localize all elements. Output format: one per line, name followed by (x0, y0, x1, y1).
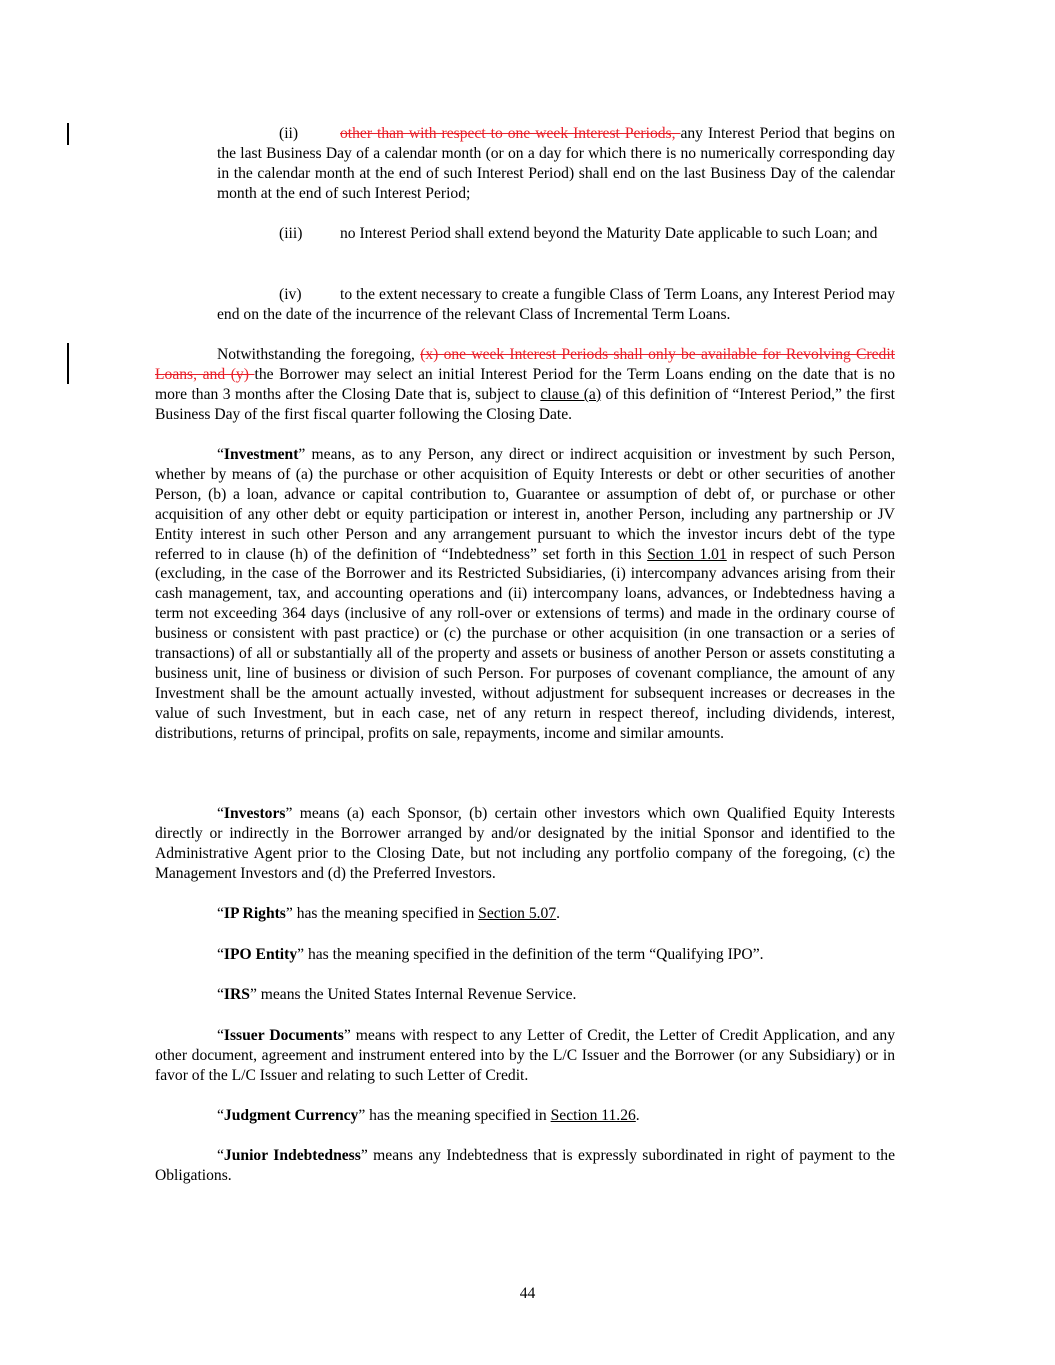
definition-text: ” means any Indebtedness that is expressly subordinated in right of payment to the Obligations. (155, 1147, 895, 1184)
open-quote: “ (217, 446, 224, 463)
change-bar-ii (67, 123, 69, 145)
change-bar-notwithstanding (67, 343, 69, 384)
open-quote: “ (217, 805, 224, 822)
definition-judgment-currency (155, 1106, 895, 1126)
definition-text-end: in respect of such Person (excluding, in the case of the Borrower and its Restricted Subsidiaries, (i) intercompany advances arising from their cash management, tax, and accounting operations and (ii) intercompany loans, advances, or Indebtedness having a term not exceeding 364 days (inclusive of any roll-over or extensions of terms) and made in the ordinary course of business or consistent with past practice) or (c) the purchase or other acquisition (in one transaction or a series of transactions) of all or substantially all of the property and assets or business of another Person or assets constituting a business unit, line of business or division of such Person. For purposes of covenant compliance, the amount of any Investment shall be the amount actually invested, without adjustment for subsequent increases or decreases in the value of such Investment, but in each case, net of any return in respect thereof, including dividends, interest, distributions, returns of principal, profits on sale, repayments, income and similar amounts. (155, 545, 895, 742)
paragraph-notwithstanding (155, 345, 895, 425)
section-reference: Section 11.26 (550, 1107, 636, 1124)
definition-end: . (635, 1107, 640, 1124)
definition-end: . (556, 905, 561, 922)
open-quote: “ (217, 1107, 224, 1124)
paragraph-ii (217, 124, 895, 204)
paragraph-iv (217, 285, 895, 325)
open-quote: “ (217, 1027, 224, 1044)
paragraph-text: the Borrower may select an initial Interest Period for the Term Loans ending on the date that is no more than 3 months after the Closing Date that is, subject to (155, 365, 895, 403)
deleted-text: (x) one week Interest Periods shall only be available for Revolving Credit Loans, and (y) (155, 346, 895, 383)
defined-term: Judgment Currency (223, 1107, 359, 1124)
definition-text: ” means with respect to any Letter of Credit, the Letter of Credit Application, and any other document, agreement and instrument entered into by the L/C Issuer and the Borrower (or any Subsidiary) or in favor of the L/C Issuer and relating to such Letter of Credit. (155, 1027, 896, 1084)
section-reference: Section 5.07 (478, 905, 557, 922)
definition-text: ” means, as to any Person, any direct or indirect acquisition or investment by such Person, whether by means of (a) the purchase or other acquisition of Equity Interests or debt or other securities of another Person, (b) a loan, advance or capital contribution to, Guarantee or assumption of debt of, or purchase or other acquisition of any other debt or equity participation or interest in, another Person, including any partnership or JV Entity interest in such other Person and any arrangement pursuant to which the investor incurs debt of the type referred to in clause (h) of the definition of “Indebtedness” set forth in this (155, 446, 895, 563)
definition-text: ” has the meaning specified in (358, 1107, 551, 1124)
defined-term: Junior Indebtedness (223, 1147, 361, 1164)
deleted-text: other than with respect to one week Interest Periods, (340, 125, 681, 142)
definition-text: ” means (a) each Sponsor, (b) certain other investors which own Qualified Equity Interests directly or indirectly in the Borrower arranged by and/or designated by the initial Sponsor and identified to the Administrative Agent prior to the Closing Date, but not including any portfolio company of the foregoing, (c) the Management Investors and (d) the Preferred Investors. (155, 805, 895, 882)
defined-term: Investment (223, 446, 299, 463)
defined-term: IP Rights (223, 905, 286, 922)
definition-text: ” means the United States Internal Revenue Service. (249, 986, 577, 1003)
defined-term: IPO Entity (223, 946, 298, 963)
definition-issuer-documents (155, 1026, 895, 1086)
page-number: 44 (519, 1285, 536, 1302)
paragraph-text: to the extent necessary to create a fungible Class of Term Loans, any Interest Period may end on the date of the incurrence of the relevant Class of Incremental Term Loans. (217, 286, 895, 323)
open-quote: “ (217, 986, 224, 1003)
defined-term: IRS (223, 986, 250, 1003)
defined-term: Issuer Documents (223, 1027, 344, 1044)
clause-number: (iii) (279, 225, 303, 242)
clause-number: (iv) (279, 286, 302, 303)
definition-text: ” has the meaning specified in the definition of the term “Qualifying IPO”. (297, 946, 764, 963)
open-quote: “ (217, 946, 224, 963)
definition-text: ” has the meaning specified in (285, 905, 479, 922)
paragraph-text-end: of this definition of “Interest Period,” the first Business Day of the first fiscal quarter following the Closing Date. (155, 385, 895, 423)
open-quote: “ (217, 905, 224, 922)
paragraph-lead: Notwithstanding the foregoing, (217, 346, 421, 363)
open-quote: “ (217, 1147, 224, 1164)
definition-investment (155, 445, 895, 744)
definition-junior-indebtedness (155, 1146, 895, 1186)
paragraph-text: any Interest Period that begins on the last Business Day of a calendar month (or on a day for which there is no numerically corresponding day in the calendar month at the end of such Interest Period) shall end on the last Business Day of the calendar month at the end of such Interest Period; (217, 125, 895, 202)
paragraph-text: no Interest Period shall extend beyond the Maturity Date applicable to such Loan; and (340, 225, 878, 242)
section-reference: Section 1.01 (647, 545, 727, 563)
definition-irs (155, 985, 895, 1005)
clause-reference: clause (a) (540, 385, 602, 403)
definition-ipo-entity (155, 945, 895, 965)
definition-investors (155, 804, 895, 884)
definition-ip-rights (155, 904, 895, 924)
clause-number: (ii) (279, 125, 299, 142)
defined-term: Investors (223, 805, 286, 822)
paragraph-iii (217, 224, 895, 244)
